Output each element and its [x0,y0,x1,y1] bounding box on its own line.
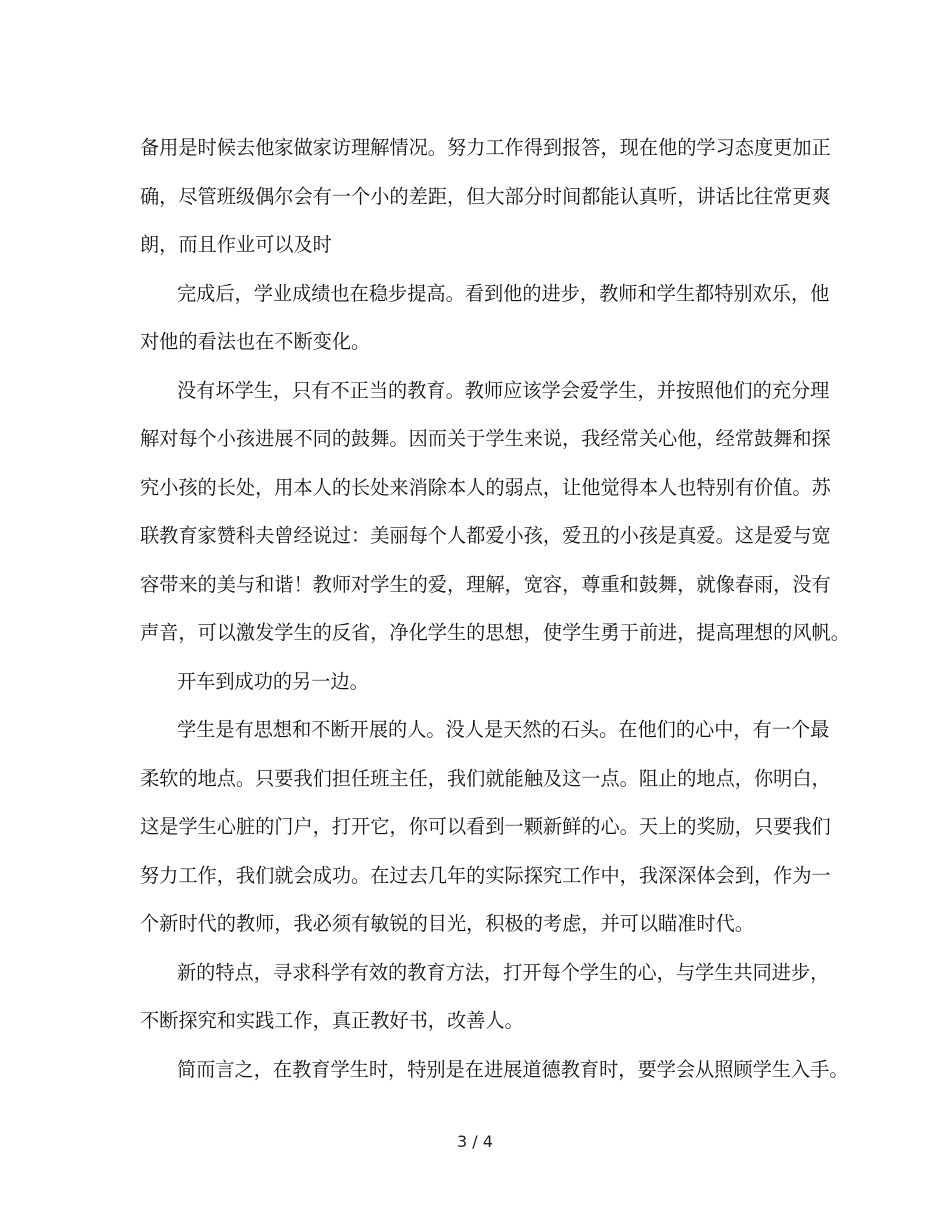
paragraph-7 [140,1046,849,1095]
text-line: 对他的看法也在不断变化。 [140,330,371,353]
paragraph-2 [140,270,830,367]
page-number: 3 / 4 [457,1132,493,1151]
text-line: 容带来的美与和谐！教师对学生的爱，理解，宽容，尊重和鼓舞，就像春雨，没有 [140,572,831,596]
paragraph-5 [140,706,831,949]
text-line: 声音，可以激发学生的反省，净化学生的思想，使学生勇于前进，提高理想的风帆。 [140,621,850,644]
text-line: 联教育家赞科夫曾经说过：美丽每个人都爱小孩，爱丑的小孩是真爱。这是爱与宽 [140,524,831,547]
text-line: 努力工作，我们就会成功。在过去几年的实际探究工作中，我深深体会到，作为一 [140,863,831,887]
text-line: 备用是时候去他家做家访理解情况。努力工作得到报答，现在他的学习态度更加正 [140,136,831,159]
paragraph-4 [140,658,820,707]
text-line: 究小孩的长处，用本人的长处来消除本人的弱点，让他觉得本人也特别有价值。苏 [140,475,831,499]
text-line: 不断探究和实践工作，真正教好书，改善人。 [140,1009,524,1032]
text-line: 解对每个小孩进展不同的鼓舞。因而关于学生来说，我经常关心他，经常鼓舞和探 [140,427,831,450]
text-line: 柔软的地点。只要我们担任班主任，我们就能触及这一点。阻止的地点，你明白， [140,766,831,790]
paragraph-3 [140,367,850,658]
paragraph-6 [140,949,830,1046]
text-line: 开车到成功的另一边。 [177,669,369,693]
text-line: 新的特点，寻求科学有效的教育方法，打开每个学生的心，与学生共同进步， [177,960,830,984]
text-line: 这是学生心脏的门户，打开它，你可以看到一颗新鲜的心。天上的奖励，只要我们 [140,815,831,838]
document-body [140,124,850,1094]
text-line: 学生是有思想和不断开展的人。没人是天然的石头。在他们的心中，有一个最 [177,718,830,741]
text-line: 确，尽管班级偶尔会有一个小的差距，但大部分时间都能认真听，讲话比往常更爽 [140,184,831,208]
text-line: 个新时代的教师，我必须有敏锐的目光，积极的考虑，并可以瞄准时代。 [140,912,754,935]
text-line: 完成后，学业成绩也在稳步提高。看到他的进步，教师和学生都特别欢乐，他 [177,281,830,305]
text-line: 没有坏学生，只有不正当的教育。教师应该学会爱学生，并按照他们的充分理 [177,378,830,402]
text-line: 朗，而且作业可以及时 [140,233,332,256]
text-line: 简而言之，在教育学生时，特别是在进展道德教育时，要学会从照顾学生入手。 [177,1057,849,1081]
paragraph-1 [140,124,831,270]
